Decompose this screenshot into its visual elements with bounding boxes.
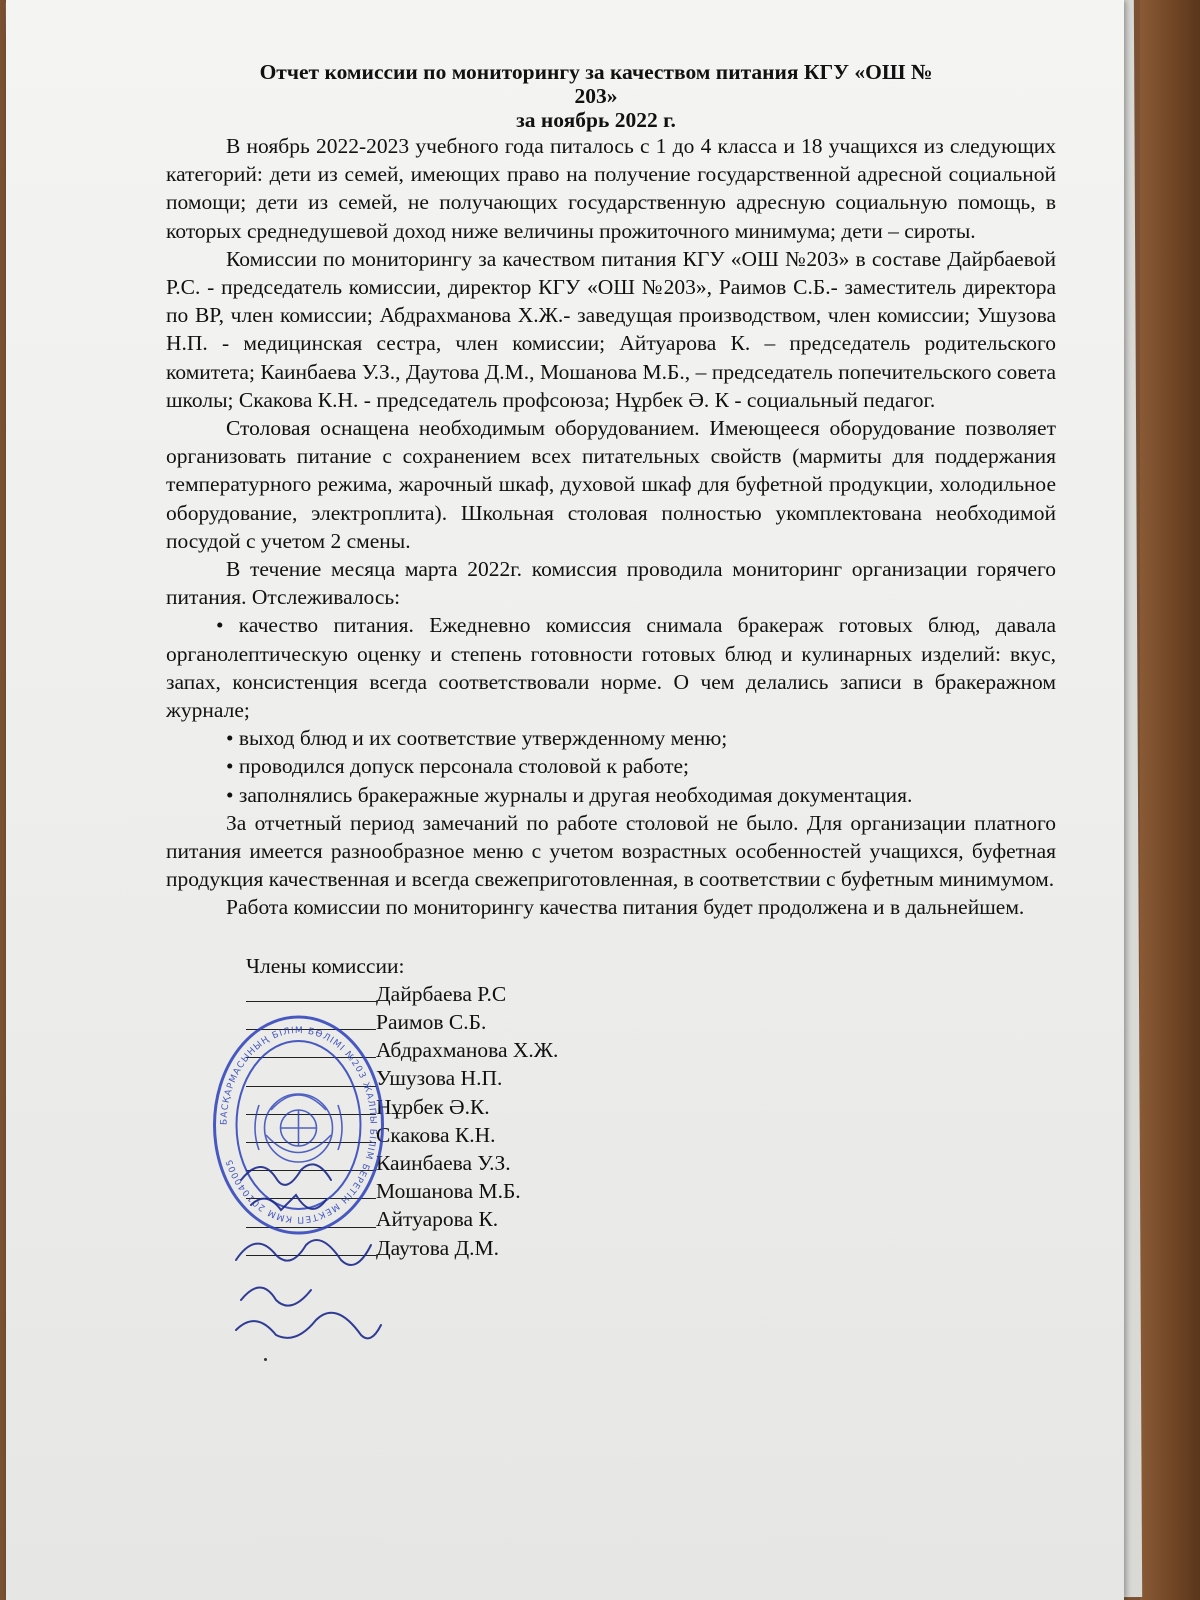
member-name: Скакова К.Н. <box>376 1122 496 1147</box>
handwritten-signatures-icon <box>221 1150 391 1350</box>
paragraph-commission: Комиссии по мониторингу за качеством питания КГУ «ОШ №203» в составе Дайрбаевой Р.С. - председатель комиссии, директор КГУ «ОШ №203», Раимов С.Б.- заместитель директора по ВР, член комиссии; Абдрахманова Х.Ж.- заведущая производством, член комиссии; Ушузова Н.П. - медицинская сестра, член комиссии; Айтуарова К. – председатель родительского комитета; Каинбаева У.З., Даутова Д.М., Мошанова М.Б., – председатель попечительского совета школы; Скакова К.Н. - председатель профсоюза; Нұрбек Ә. К - социальный педагог. <box>166 246 1056 412</box>
member-name: Айтуарова К. <box>376 1207 499 1232</box>
paragraph-equipment: Столовая оснащена необходимым оборудованием. Имеющееся оборудование позволяет организовать питание с сохранением всех питательных свойств (мармиты для поддержания температурного режима, жарочный шкаф, духовой шкаф для буфетной продукции, холодильное оборудование, электроплита). Школьная столовая полностью укомплектована необходимой посудой с учетом 2 смены. <box>166 416 1056 553</box>
member-name: Нұрбек Ә.К. <box>376 1094 490 1119</box>
member-name: Раимов С.Б. <box>376 1010 487 1035</box>
members-heading: Члены комиссии: <box>246 953 405 978</box>
paragraph-categories: В ноябрь 2022-2023 учебного года питалось с 1 до 4 класса и 18 учащихся из следующих категорий: дети из семей, имеющих право на получение государственной адресной социальной помощи; дети из семей, не получающих государственную адресную социальную помощь, в которых среднедушевой доход ниже величины прожиточного минимума; дети – сироты. <box>166 134 1056 243</box>
document-page <box>6 0 1124 1600</box>
member-name: Каинбаева У.З. <box>376 1151 511 1176</box>
paragraph-period: За отчетный период замечаний по работе столовой не было. Для организации платного питания имеется разнообразное меню с учетом возрастных особенностей учащихся, буфетная продукция качественная и всегда свежеприготовленная, в соответствии с буфетным минимумом. <box>166 810 1056 892</box>
wooden-table-edge <box>1140 0 1200 1600</box>
member-name: Даутова Д.М. <box>376 1235 500 1260</box>
member-name: Ушузова Н.П. <box>376 1066 503 1091</box>
paragraph-conclusion: Работа комиссии по мониторингу качества питания будет продолжена и в дальнейшем. <box>226 895 1025 920</box>
member-name: Дайрбаева Р.С <box>376 981 507 1006</box>
bullet-staff: • проводился допуск персонала столовой к работе; <box>226 754 689 779</box>
document-title-line2: за ноябрь 2022 г. <box>516 108 676 132</box>
stamp-text: БАСҚАРМАСЫНЫҢ БІЛІМ БӨЛІМІ №203 ЖАЛПЫ БІЛІМ БЕРЕТІН МЕКТЕП КММ 201040005 <box>219 1025 378 1225</box>
signature-line <box>246 1001 376 1002</box>
bullet-journals: • заполнялись бракеражные журналы и другая необходимая документация. <box>226 782 913 807</box>
member-name: Абдрахманова Х.Ж. <box>376 1038 559 1063</box>
member-item <box>166 980 1056 1008</box>
document-title-line1: Отчет комиссии по мониторингу за качеством питания КГУ «ОШ № 203» <box>259 60 933 108</box>
bullet-menu: • выход блюд и их соответствие утвержденному меню; <box>226 726 728 751</box>
member-name: Мошанова М.Б. <box>376 1179 521 1204</box>
ink-dot <box>264 1358 267 1361</box>
bullet-quality: • качество питания. Ежедневно комиссия снимала бракераж готовых блюд, давала органолептическую оценку и степень готовности готовых блюд и кулинарных изделий: вкус, запах, консистенция всегда соответствовали норме. О чем делались записи в бракеражном журнале; <box>166 613 1056 723</box>
paragraph-monitoring: В течение месяца марта 2022г. комиссия проводила мониторинг организации горячего питания. Отслеживалось: <box>166 557 1056 610</box>
